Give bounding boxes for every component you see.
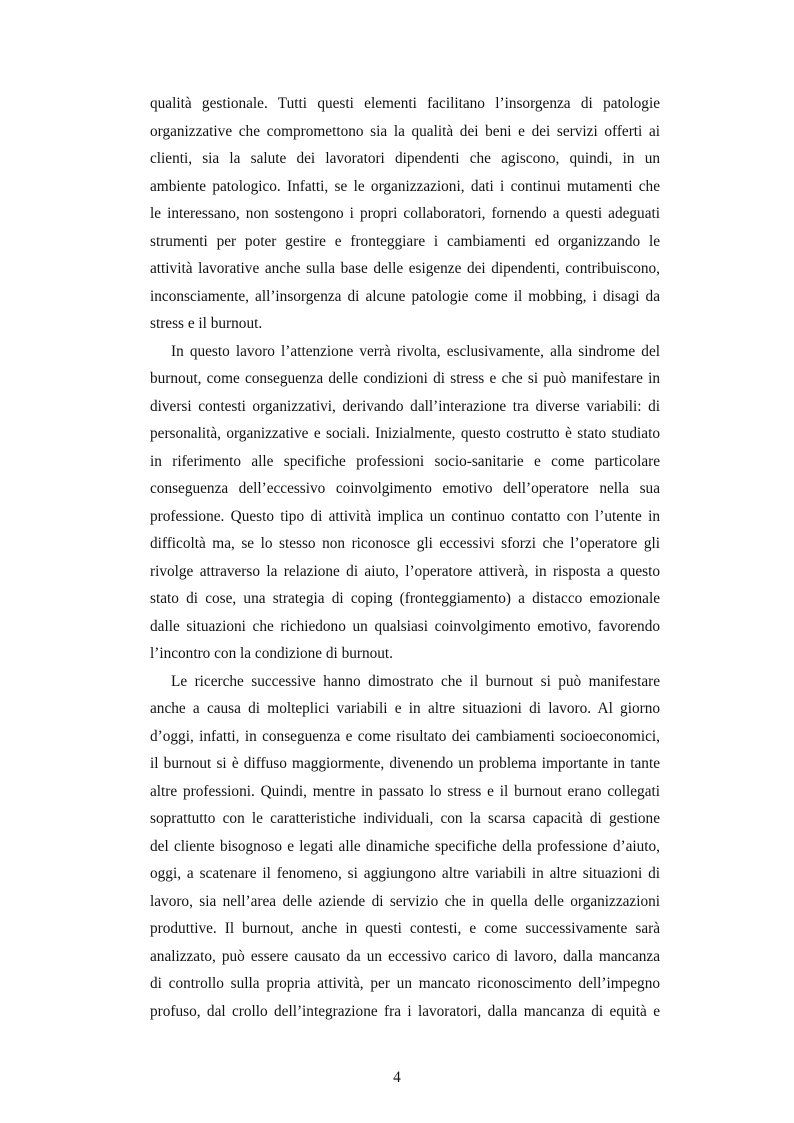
text-line: rivolge attraverso la relazione di aiuto, l’operatore attiverà, in risposta a questo	[150, 562, 660, 580]
text-line: di controllo sulla propria attività, per un mancato riconoscimento dell’impegno	[150, 975, 660, 992]
text-line: dalle situazioni che richiedono un qualsiasi coinvolgimento emotivo, favorendo	[150, 617, 660, 635]
text-line: attività lavorative anche sulla base delle esigenze dei dipendenti, contribuiscono,	[150, 260, 660, 277]
text-line: organizzative che compromettono sia la qualità dei beni e dei servizi offerti ai	[150, 122, 660, 140]
paragraph-3	[150, 668, 660, 1026]
text-line: professione. Questo tipo di attività implica un continuo contatto con l’utente in	[150, 507, 660, 525]
text-line: del cliente bisognoso e legati alle dinamiche specifiche della professione d’aiuto,	[150, 837, 660, 855]
text-line: produttive. Il burnout, anche in questi contesti, e come successivamente sarà	[150, 920, 660, 937]
paragraph-2	[150, 338, 660, 668]
text-line: altre professioni. Quindi, mentre in passato lo stress e il burnout erano collegati	[150, 782, 660, 800]
text-line: oggi, a scatenare il fenomeno, si aggiungono altre variabili in altre situazioni di	[150, 865, 660, 882]
text-line: stress e il burnout.	[150, 315, 263, 332]
text-line: personalità, organizzative e sociali. Inizialmente, questo costrutto è stato studiato	[150, 425, 660, 442]
text-line: ambiente patologico. Infatti, se le organizzazioni, dati i continui mutamenti che	[150, 177, 660, 195]
text-line: l’incontro con la condizione di burnout.	[150, 645, 393, 662]
page-number: 4	[393, 1069, 401, 1086]
text-line: qualità gestionale. Tutti questi elementi facilitano l’insorgenza di patologie	[150, 95, 660, 112]
text-line: conseguenza dell’eccessivo coinvolgimento emotivo dell’operatore nella sua	[150, 480, 660, 497]
text-line: analizzato, può essere causato da un eccessivo carico di lavoro, dalla mancanza	[150, 947, 660, 965]
text-line: anche a causa di molteplici variabili e in altre situazioni di lavoro. Al giorno	[150, 700, 660, 717]
text-line: Le ricerche successive hanno dimostrato che il burnout si può manifestare	[171, 672, 660, 690]
text-line: In questo lavoro l’attenzione verrà rivolta, esclusivamente, alla sindrome del	[171, 342, 660, 360]
text-line: clienti, sia la salute dei lavoratori dipendenti che agiscono, quindi, in un	[150, 150, 660, 167]
text-line: le interessano, non sostengono i propri collaboratori, fornendo a questi adeguati	[150, 205, 660, 222]
text-line: strumenti per poter gestire e fronteggiare i cambiamenti ed organizzando le	[150, 232, 660, 250]
text-line: stato di cose, una strategia di coping (fronteggiamento) a distacco emozionale	[150, 590, 660, 607]
text-line: profuso, dal crollo dell’integrazione fra i lavoratori, dalla mancanza di equità e	[150, 1002, 660, 1020]
text-line: burnout, come conseguenza delle condizioni di stress e che si può manifestare in	[150, 370, 660, 387]
paragraph-1	[150, 90, 660, 338]
text-line: d’oggi, infatti, in conseguenza e come risultato dei cambiamenti socioeconomici,	[150, 727, 660, 745]
text-line: il burnout si è diffuso maggiormente, divenendo un problema importante in tante	[150, 755, 660, 772]
text-line: inconsciamente, all’insorgenza di alcune patologie come il mobbing, i disagi da	[150, 287, 660, 305]
text-line: lavoro, sia nell’area delle aziende di servizio che in quella delle organizzazioni	[150, 892, 660, 910]
text-line: difficoltà ma, se lo stesso non riconosce gli eccessivi sforzi che l’operatore gli	[150, 535, 660, 552]
page-body	[150, 90, 660, 1025]
text-line: diversi contesti organizzativi, derivando dall’interazione tra diverse variabili: di	[150, 397, 660, 415]
text-line: in riferimento alle specifiche professioni socio-sanitarie e come particolare	[150, 452, 660, 470]
text-line: soprattutto con le caratteristiche individuali, con la scarsa capacità di gestione	[150, 810, 660, 827]
